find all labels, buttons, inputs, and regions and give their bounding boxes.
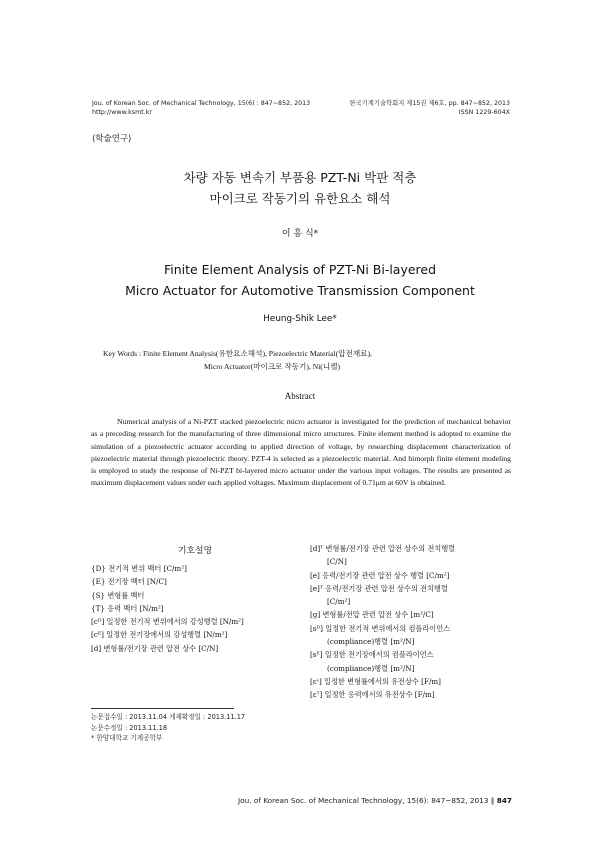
- journal-citation: Jou. of Korean Soc. of Mechanical Technology, 15(6) : 847~852, 2013: [92, 100, 311, 107]
- keywords-line2: Micro Actuator(마이크로 작동기), Ni(니켈): [204, 361, 341, 371]
- symbol-item: {D} 전기적 변위 백터 [C/m²]: [91, 564, 187, 573]
- symbol-item: [εˢ] 일정한 변형률에서의 유전상수 [F/m]: [310, 676, 441, 686]
- symbol-item-cont: [C/m²]: [327, 597, 351, 607]
- journal-header-right: [350, 99, 510, 117]
- journal-url: http://www.ksmt.kr: [92, 109, 152, 116]
- symbol-item: [cᴱ] 일정한 전기장에서의 강성행렬 [N/m²]: [91, 630, 228, 640]
- symbol-item: {E} 전기장 백터 [N/C]: [91, 577, 167, 587]
- symbol-item-cont: [C/N]: [327, 557, 347, 567]
- journal-citation-ko: 한국기계기술학회지 제15권 제6호, pp. 847~852, 2013: [349, 100, 510, 107]
- keywords-line1: Key Words : Finite Element Analysis(유한요소해석), Piezoelectric Material(압전재료),: [103, 349, 372, 358]
- nomenclature-right-column: [310, 542, 520, 702]
- keywords: [103, 348, 372, 373]
- symbol-item: {T} 응력 백터 [N/m²]: [91, 603, 164, 613]
- author-ko: 이 흥 식*: [281, 229, 319, 239]
- revised-date: 논문수정일 : 2013.11.18: [91, 723, 168, 732]
- nomenclature-heading: 기호설명: [178, 546, 212, 556]
- journal-issn: ISSN 1229-604X: [458, 109, 510, 116]
- page-footer: [238, 796, 512, 805]
- page-number: 847: [496, 796, 512, 805]
- title-en-line1: Finite Element Analysis of PZT-Ni Bi-layered: [163, 262, 437, 277]
- symbol-item: [d] 변형률/전기장 관련 압전 상수 [C/N]: [91, 643, 219, 653]
- footnotes: [91, 712, 245, 744]
- title-en-line2: Micro Actuator for Automotive Transmission Component: [125, 283, 475, 298]
- symbol-item: [cᴰ] 일정한 전기적 변위에서의 강성행렬 [N/m²]: [91, 617, 244, 627]
- title-ko-line1: 차량 자동 변속기 부품용 PZT-Ni 박판 적층: [183, 170, 417, 185]
- symbol-item-cont: (compliance)행렬 [m²/N]: [327, 637, 415, 647]
- symbol-item: {S} 변형률 백터: [91, 590, 145, 600]
- abstract-text: Numerical analysis of a Ni-PZT stacked piezoelectric micro actuator is investigated for the prediction of mechanical behavior as a preceding research for the manufacturing of three dimensional micro structures. Finite element method is adopted to examine the simulation of a piezoelectric actuator according to applied direction of voltage, by researching displacement characterization of piezoelectric material through piezoelectric theory. PZT-4 is selected as a piezoelectric material. And bimorph finite element modeling is employed to study the response of Ni-PZT bi-layered micro actuator under the various input voltages. The results are presented as maximum displacement values under each applied voltages. Maximum displacement of 0.71μm at 60V is obtained.: [91, 417, 511, 488]
- received-date: 논문접수일 : 2013.11.04 게재확정일 : 2013.11.17: [91, 713, 246, 721]
- footnote-divider: [91, 708, 234, 709]
- symbol-item-cont: (compliance)행렬 [m²/N]: [327, 663, 415, 673]
- symbol-item: [sᴰ] 일정한 전기적 변위에서의 컴플라이언스: [310, 623, 451, 633]
- footer-citation: Jou. of Korean Soc. of Mechanical Technology, 15(6): 847~852, 2013 ∥: [238, 796, 495, 805]
- abstract-heading: Abstract: [284, 391, 316, 401]
- author-en: Heung-Shik Lee*: [263, 314, 337, 324]
- section-tag: ⟨학술연구⟩: [92, 134, 132, 144]
- symbol-item: [g] 변형률/전압 관련 압전 상수 [m²/C]: [310, 610, 434, 620]
- journal-header-left: [92, 99, 310, 117]
- symbol-item: [d]ᵀ 변형률/전기장 관련 압전 상수의 전치행렬: [310, 544, 456, 553]
- affiliation: * 한양대학교 기계공학부: [91, 734, 163, 743]
- symbol-item: [εᵀ] 일정한 응력에서의 유전상수 [F/m]: [310, 690, 435, 700]
- nomenclature-left-column: [91, 562, 301, 655]
- symbol-item: [e] 응력/전기장 관련 압전 상수 행렬 [C/m²]: [310, 570, 450, 580]
- title-ko-line2: 마이크로 작동기의 유한요소 해석: [209, 191, 391, 206]
- symbol-item: [e]ᵀ 응력/전기장 관련 압전 상수의 전치행렬: [310, 583, 448, 593]
- symbol-item: [sᴱ] 일정한 전기장에서의 컴플라이언스: [310, 650, 434, 660]
